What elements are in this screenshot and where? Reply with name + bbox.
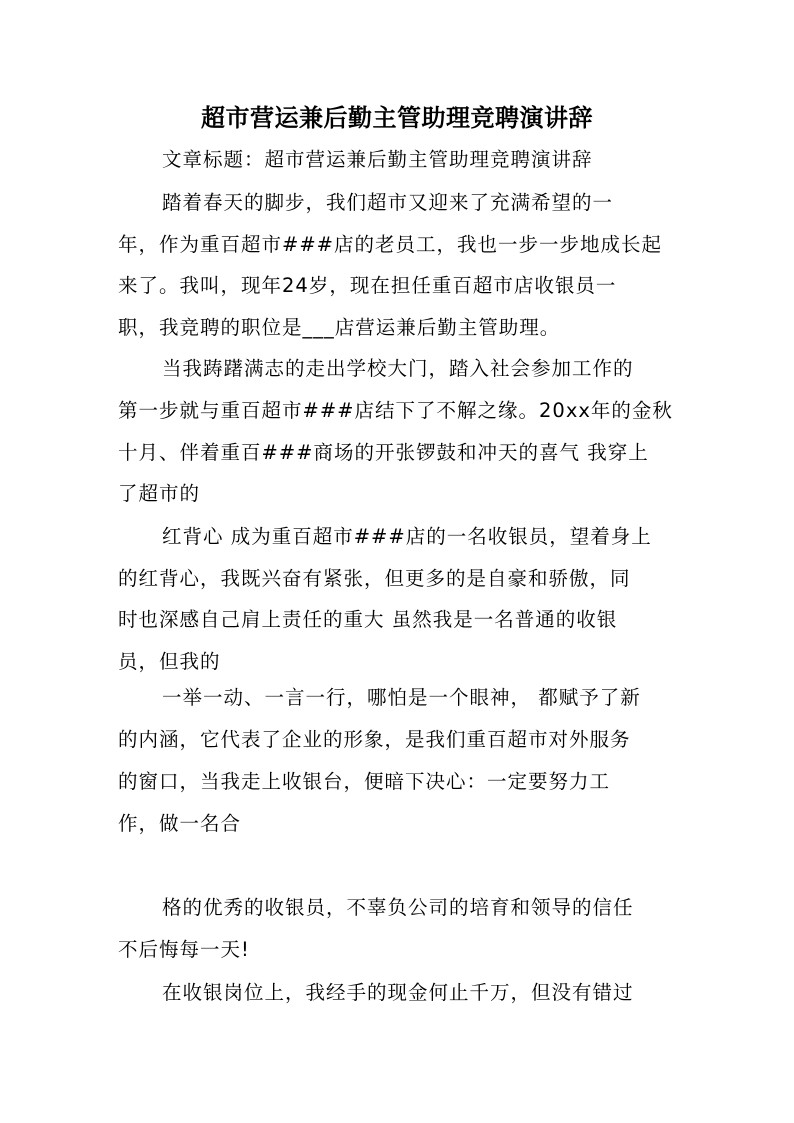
paragraph-line: 十月、伴着重百###商场的开张锣鼓和冲天的喜气 我穿上 xyxy=(118,441,649,464)
paragraph-line: 在收银岗位上，我经手的现金何止千万，但没有错过 xyxy=(162,981,634,1004)
paragraph-line: 时也深感自己肩上责任的重大 虽然我是一名普通的收银 xyxy=(118,608,618,631)
paragraph-line: 踏着春天的脚步，我们超市又迎来了充满希望的一 xyxy=(162,191,614,214)
paragraph-line: 格的优秀的收银员，不辜负公司的培育和领导的信任 xyxy=(162,896,634,919)
paragraph-line: 第一步就与重百超市###店结下了不解之缘。20xx年的金秋 xyxy=(118,399,673,422)
paragraph-line: 当我踌躇满志的走出学校大门，踏入社会参加工作的 xyxy=(162,357,634,380)
paragraph-line: 文章标题：超市营运兼后勤主管助理竞聘演讲辞 xyxy=(162,148,593,171)
paragraph-line: 的窗口，当我走上收银台，便暗下决心：一定要努力工 xyxy=(118,770,611,793)
paragraph-line: 的内涵，它代表了企业的形象，是我们重百超市对外服务 xyxy=(118,728,631,751)
paragraph-line: 一举一动、一言一行，哪怕是一个眼神， 都赋予了新 xyxy=(162,686,641,709)
document-title: 超市营运兼后勤主管助理竞聘演讲辞 xyxy=(201,103,593,132)
paragraph-line: 不后悔每一天! xyxy=(118,938,250,961)
paragraph-line: 员，但我的 xyxy=(118,650,221,673)
paragraph-line: 年，作为重百超市###店的老员工，我也一步一步地成长起 xyxy=(118,233,663,256)
paragraph-line: 作，做一名合 xyxy=(118,812,242,835)
paragraph-line: 红背心 成为重百超市###店的一名收银员，望着身上 xyxy=(162,525,652,548)
paragraph-line: 了超市的 xyxy=(118,482,201,505)
paragraph-line: 职，我竞聘的职位是___店营运兼后勤主管助理。 xyxy=(118,316,561,339)
paragraph-line: 来了。我叫，现年24岁，现在担任重百超市店收银员一 xyxy=(118,274,617,297)
paragraph-line: 的红背心，我既兴奋有紧张，但更多的是自豪和骄傲，同 xyxy=(118,567,631,590)
